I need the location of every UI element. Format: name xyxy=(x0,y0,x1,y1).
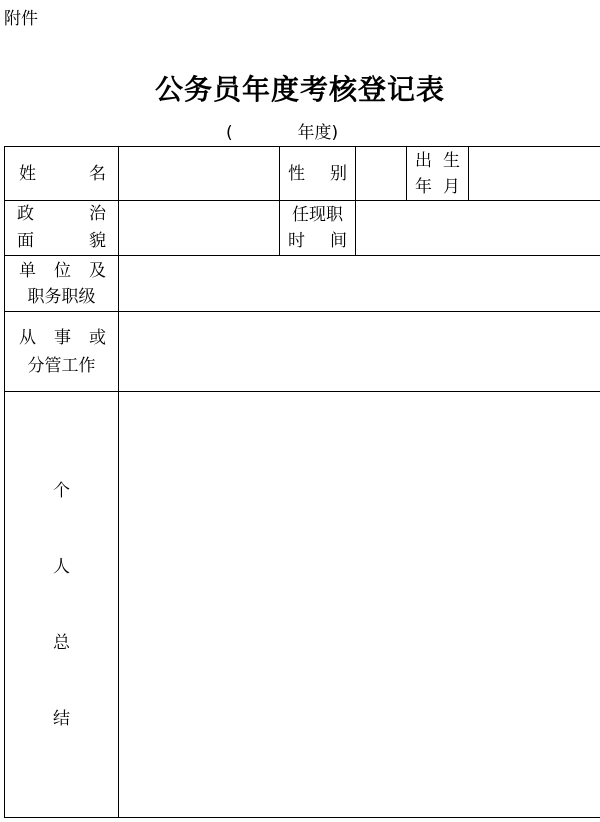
appraisal-form-table xyxy=(4,146,600,818)
gender-label-char: 性 xyxy=(288,163,305,184)
political-label-char: 貌 xyxy=(89,231,106,251)
work-value-field[interactable] xyxy=(119,312,600,392)
gender-label-cell xyxy=(280,147,356,201)
unit-label-cell xyxy=(5,256,119,312)
summary-label-char: 人 xyxy=(53,556,70,577)
birth-label-char: 生 xyxy=(443,150,460,171)
unit-label-char: 位 xyxy=(54,260,71,281)
work-label-char: 事 xyxy=(54,327,71,348)
political-label-cell xyxy=(5,201,119,256)
birth-label-char: 年 xyxy=(415,176,432,197)
name-label-char: 名 xyxy=(89,163,106,184)
political-label-char: 政 xyxy=(17,204,34,224)
tenure-label-cell xyxy=(280,201,356,256)
summary-value-field[interactable] xyxy=(119,392,600,818)
tenure-label-char: 间 xyxy=(330,231,347,251)
year-line: ( 年度) xyxy=(226,123,339,143)
birth-label-cell xyxy=(407,147,469,201)
form-title: 公务员年度考核登记表 xyxy=(154,73,445,106)
unit-label-char: 单 xyxy=(19,260,36,281)
work-label-line2: 分管工作 xyxy=(27,355,96,376)
gender-label-char: 别 xyxy=(330,163,347,184)
birth-label-char: 月 xyxy=(443,176,460,197)
work-label-cell xyxy=(5,312,119,392)
summary-label-char: 结 xyxy=(53,708,70,729)
attachment-label: 附件 xyxy=(4,9,38,29)
gender-value-field[interactable] xyxy=(356,147,407,201)
name-value-field[interactable] xyxy=(119,147,280,201)
birth-value-field[interactable] xyxy=(469,147,600,201)
unit-label-char: 及 xyxy=(89,260,106,281)
unit-value-field[interactable] xyxy=(119,256,600,312)
summary-label-char: 总 xyxy=(53,632,70,653)
name-label-cell xyxy=(5,147,119,201)
tenure-label-line1: 任现职 xyxy=(292,205,343,225)
summary-label-cell xyxy=(5,392,119,818)
tenure-label-char: 时 xyxy=(288,231,305,251)
political-label-char: 治 xyxy=(89,204,106,224)
tenure-value-field[interactable] xyxy=(356,201,600,256)
birth-label-char: 出 xyxy=(415,150,432,171)
name-label-char: 姓 xyxy=(19,163,36,184)
unit-label-line2: 职务职级 xyxy=(27,286,96,307)
political-label-char: 面 xyxy=(17,231,34,251)
summary-label-char: 个 xyxy=(53,480,70,501)
work-label-char: 从 xyxy=(19,327,36,348)
work-label-char: 或 xyxy=(89,327,106,348)
political-value-field[interactable] xyxy=(119,201,280,256)
